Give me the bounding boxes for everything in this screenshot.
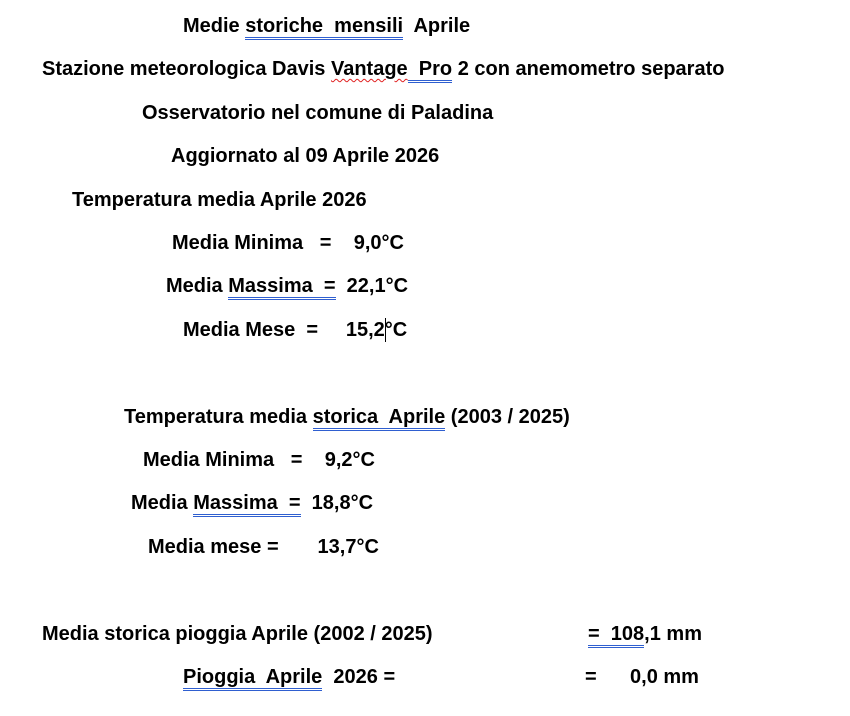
text: ,1 mm bbox=[644, 623, 702, 645]
grammar-underlined-text: Massima = bbox=[193, 492, 300, 517]
historical-rain-label: Media storica pioggia Aprile (2002 / 2025) bbox=[42, 623, 433, 645]
observatory-line: Osservatorio nel comune di Paladina bbox=[142, 102, 494, 124]
grammar-underlined-text: Massima = bbox=[228, 275, 335, 300]
grammar-underlined-text: Pro bbox=[408, 58, 452, 83]
station-line bbox=[42, 57, 724, 81]
current-max bbox=[166, 274, 408, 298]
historical-rain-value bbox=[588, 622, 702, 646]
doc-title bbox=[183, 14, 470, 38]
text: Aprile bbox=[403, 15, 471, 37]
text: 18,8°C bbox=[300, 492, 374, 514]
current-rain-value: = 0,0 mm bbox=[585, 666, 699, 688]
current-min: Media Minima = 9,0°C bbox=[172, 232, 404, 254]
text: Medie bbox=[183, 15, 246, 37]
grammar-underlined-text: = 108 bbox=[588, 623, 644, 648]
text: (2003 / 2025) bbox=[445, 406, 570, 428]
text: °C bbox=[384, 319, 408, 341]
updated-line: Aggiornato al 09 Aprile 2026 bbox=[171, 145, 440, 167]
section-current-temp: Temperatura media Aprile 2026 bbox=[72, 189, 367, 211]
text: Stazione meteorologica Davis bbox=[42, 58, 331, 80]
text: 22,1°C bbox=[335, 275, 409, 297]
grammar-underlined-text: storiche mensili bbox=[245, 15, 403, 40]
text: Media bbox=[166, 275, 229, 297]
grammar-underlined-text: storica Aprile bbox=[313, 406, 446, 431]
grammar-underlined-text: Pioggia Aprile bbox=[183, 666, 322, 691]
section-historical-temp bbox=[124, 405, 570, 429]
current-rain-label bbox=[183, 665, 395, 689]
historical-max bbox=[131, 491, 373, 515]
text: Media bbox=[131, 492, 194, 514]
text: Temperatura media bbox=[124, 406, 313, 428]
historical-mean: Media mese = 13,7°C bbox=[148, 536, 379, 558]
spellcheck-underlined-text: Vantage bbox=[330, 58, 408, 80]
text: 2026 = bbox=[322, 666, 396, 688]
historical-min: Media Minima = 9,2°C bbox=[143, 449, 375, 471]
text: 2 con anemometro separato bbox=[452, 58, 725, 80]
current-mean bbox=[183, 318, 407, 342]
text: Media Mese = 15,2 bbox=[183, 319, 385, 341]
